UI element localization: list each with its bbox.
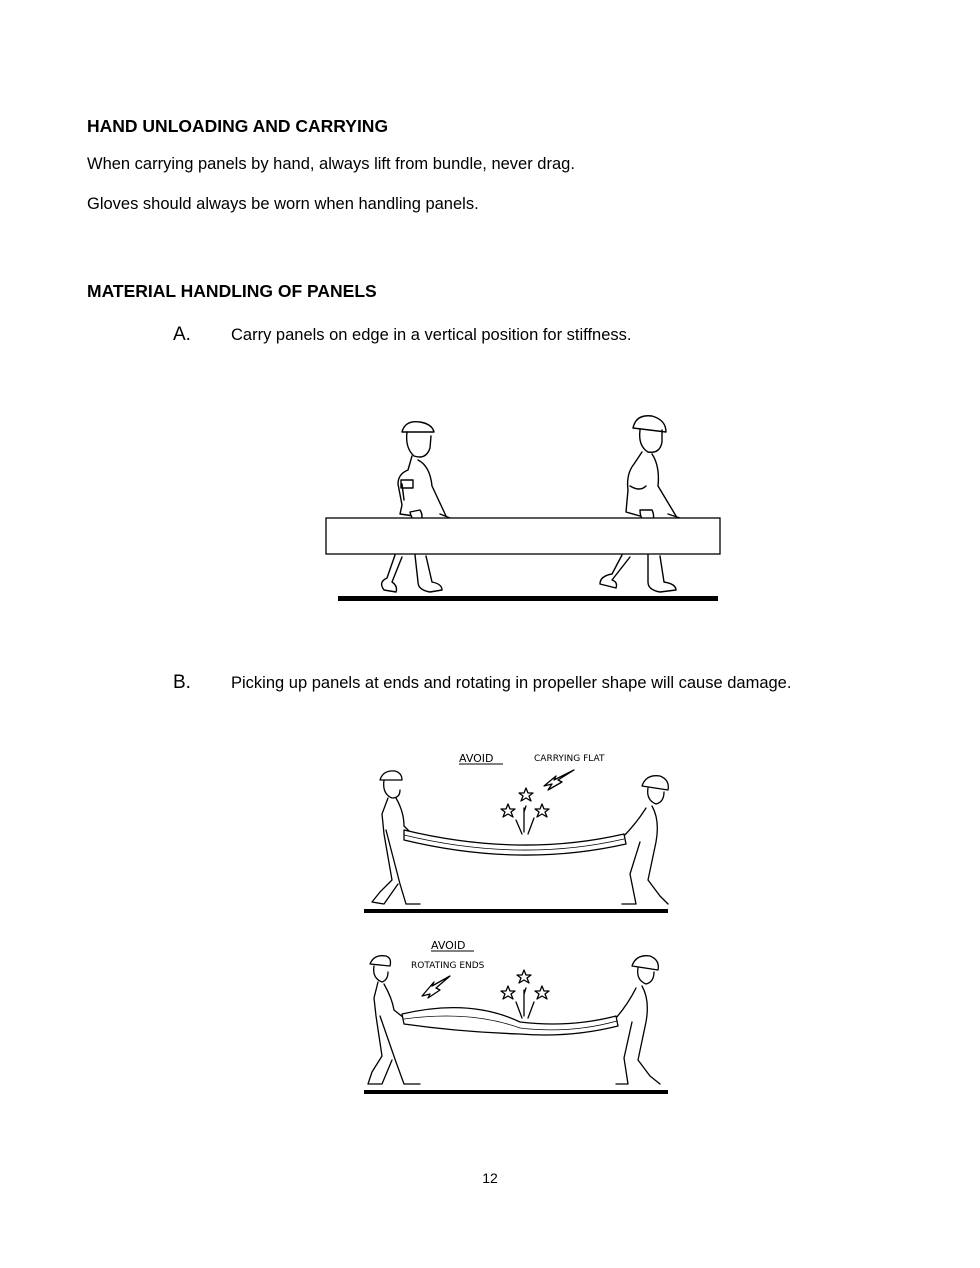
item-a-letter: A.	[173, 324, 191, 345]
avoid-label: AVOID	[431, 939, 466, 952]
item-b-letter: B.	[173, 672, 191, 693]
section-heading-hand-unloading: HAND UNLOADING AND CARRYING	[87, 116, 389, 136]
paragraph-gloves: Gloves should always be worn when handling panels.	[87, 195, 479, 213]
ground-line	[364, 1090, 668, 1094]
section-heading-material-handling: MATERIAL HANDLING OF PANELS	[87, 281, 377, 301]
carrying-flat-label: CARRYING FLAT	[534, 754, 605, 764]
ground-line	[364, 909, 668, 913]
worker-figure	[616, 956, 660, 1084]
damage-star	[535, 986, 549, 999]
worker-figure	[368, 956, 420, 1084]
page-number: 12	[482, 1170, 498, 1186]
arrow-icon	[422, 976, 450, 998]
avoid-label: AVOID	[459, 752, 494, 765]
twisted-panel	[402, 1008, 618, 1035]
worker-figure	[600, 416, 680, 592]
worker-figure	[372, 771, 420, 904]
damage-star	[535, 804, 549, 817]
item-b-text: Picking up panels at ends and rotating in propeller shape will cause damage.	[231, 674, 792, 692]
damage-star	[501, 804, 515, 817]
damage-star	[501, 986, 515, 999]
paragraph-lift-from-bundle: When carrying panels by hand, always lift from bundle, never drag.	[87, 155, 575, 173]
damage-star	[519, 788, 533, 801]
flat-panel	[404, 830, 626, 855]
rotating-ends-label: ROTATING ENDS	[411, 961, 485, 971]
arrow-icon	[544, 770, 574, 790]
panel-on-edge	[326, 518, 720, 554]
item-a-text: Carry panels on edge in a vertical position for stiffness.	[231, 326, 632, 344]
ground-line	[338, 596, 718, 601]
worker-figure	[382, 422, 450, 592]
damage-star	[517, 970, 531, 983]
worker-figure	[622, 776, 668, 904]
